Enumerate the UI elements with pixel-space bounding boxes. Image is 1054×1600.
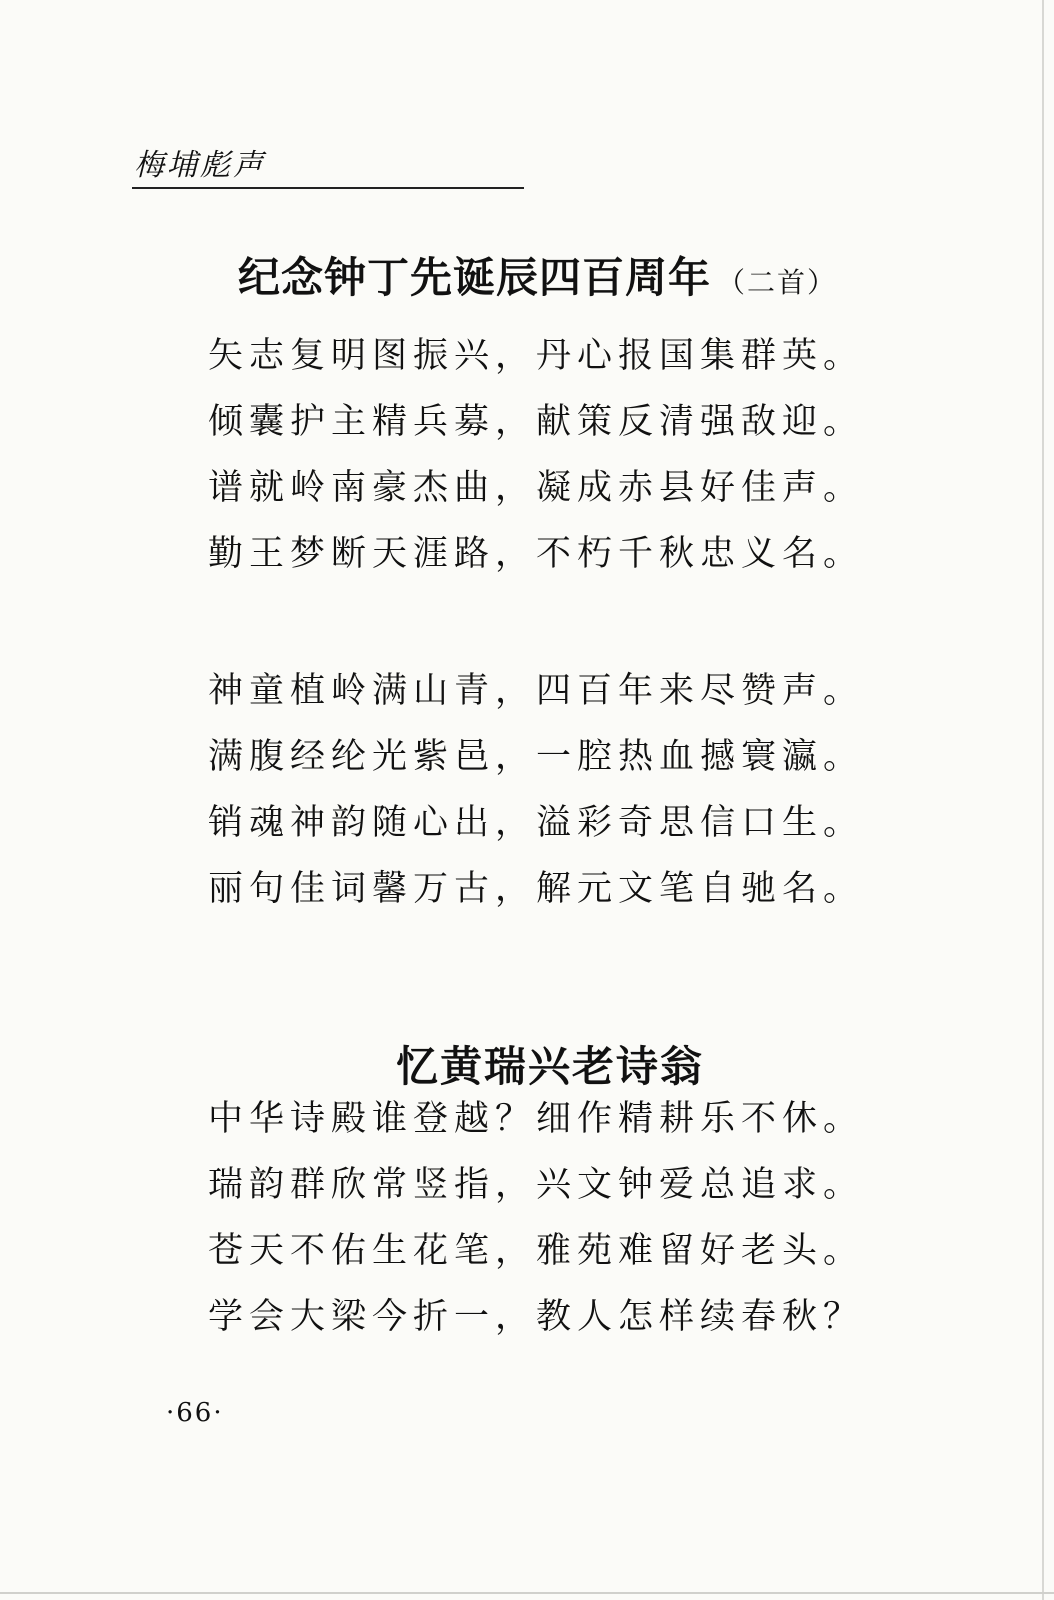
scan-edge xyxy=(1042,0,1044,1600)
poem-title: 忆黄瑞兴老诗翁 xyxy=(396,1042,705,1091)
verse-line: 矢志复明图振兴，丹心报国集群英。 xyxy=(208,336,865,376)
verse-line: 谱就岭南豪杰曲，凝成赤县好佳声。 xyxy=(208,468,865,508)
stanza xyxy=(208,1086,868,1350)
verse-line: 满腹经纶光紫邑，一腔热血撼寰瀛。 xyxy=(208,737,865,777)
verse-line: 学会大梁今折一，教人怎样续春秋？ xyxy=(208,1297,865,1337)
header-rule xyxy=(132,187,524,189)
verse-line: 销魂神韵随心出，溢彩奇思信口生。 xyxy=(208,803,865,843)
verse-line: 勤王梦断天涯路，不朽千秋忠义名。 xyxy=(208,534,865,574)
running-header: 梅埔彪声 xyxy=(134,148,266,183)
poem-title-text: 纪念钟丁先诞辰四百周年 xyxy=(238,253,712,302)
verse-line: 中华诗殿谁登越？细作精耕乐不休。 xyxy=(208,1099,865,1139)
poem-title xyxy=(238,252,837,309)
scan-edge xyxy=(0,1592,1054,1594)
verse-line: 神童植岭满山青，四百年来尽赞声。 xyxy=(208,671,865,711)
poem-title-note: （二首） xyxy=(717,266,838,299)
verse-line: 瑞韵群欣常竖指，兴文钟爱总追求。 xyxy=(208,1165,865,1205)
stanza xyxy=(208,658,868,922)
verse-line: 苍天不佑生花笔，雅苑难留好老头。 xyxy=(208,1231,865,1271)
page-number: ·66· xyxy=(166,1398,224,1428)
verse-line: 倾囊护主精兵募，献策反清强敌迎。 xyxy=(208,402,865,442)
stanza xyxy=(208,323,868,587)
verse-line: 丽句佳词馨万古，解元文笔自驰名。 xyxy=(208,869,865,909)
